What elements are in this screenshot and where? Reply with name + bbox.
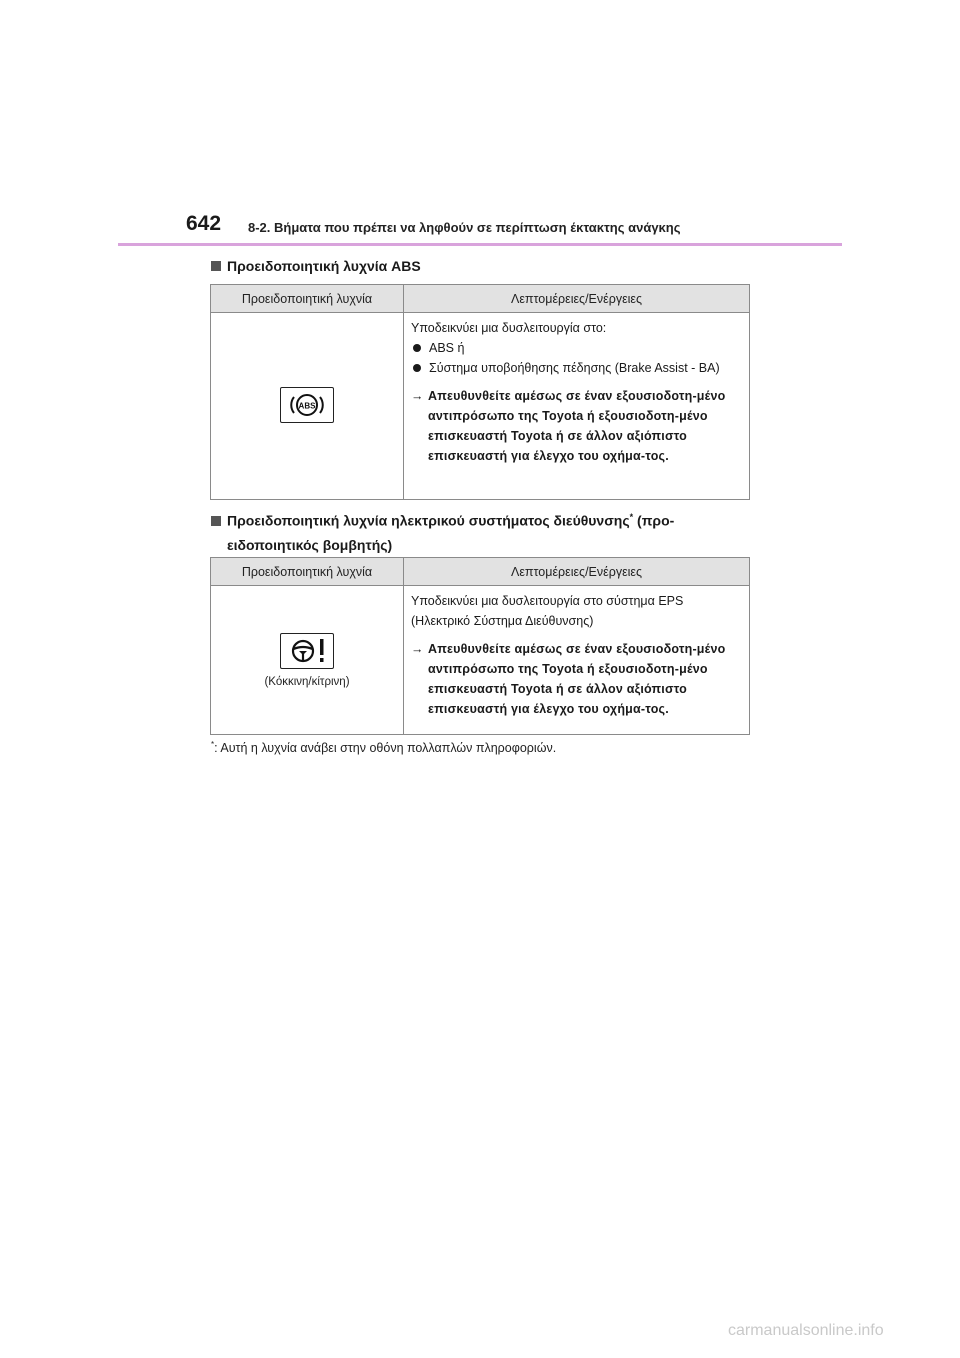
table-row xyxy=(211,586,750,735)
running-head: 8-2. Βήματα που πρέπει να ληφθούν σε περίπτωση έκτακτης ανάγκης xyxy=(248,220,681,235)
details-cell xyxy=(404,313,750,500)
table-header-row xyxy=(211,285,750,313)
details-cell xyxy=(404,586,750,735)
column-header-light: Προειδοποιητική λυχνία xyxy=(211,285,404,313)
steering-warning-icon xyxy=(280,633,334,669)
eps-warning-table xyxy=(210,557,750,735)
footnote-mark: * xyxy=(629,512,634,522)
details-intro: Υποδεικνύει μια δυσλειτουργία στο: xyxy=(411,321,607,335)
table-header-row xyxy=(211,558,750,586)
column-header-details: Λεπτομέρειες/Ενέργειες xyxy=(404,558,750,586)
details-intro: Υποδεικνύει μια δυσλειτουργία στο σύστημα EPS (Ηλεκτρικό Σύστημα Διεύθυνσης) xyxy=(411,594,684,628)
arrow-icon: → xyxy=(411,642,424,656)
list-item: ABS ή xyxy=(411,338,741,358)
list-item: Σύστημα υποβοήθησης πέδησης (Brake Assist - BA) xyxy=(411,358,741,378)
icon-cell xyxy=(211,313,404,500)
page-number: 642 xyxy=(186,212,222,235)
section-title-abs: Προειδοποιητική λυχνία ABS xyxy=(211,254,421,278)
square-bullet-icon xyxy=(211,516,221,526)
arrow-icon: → xyxy=(411,389,424,403)
square-bullet-icon xyxy=(211,261,221,271)
footnote-mark: * xyxy=(211,740,215,749)
column-header-light: Προειδοποιητική λυχνία xyxy=(211,558,404,586)
icon-cell xyxy=(211,586,404,735)
action-text: → Απευθυνθείτε αμέσως σε έναν εξουσιοδοτη-μένο αντιπρόσωπο της Toyota ή εξουσιοδοτη-μένο επισκευαστή Toyota ή σε άλλον αξιόπιστο επισκευαστή για έλεγχο του οχήμα-τος. xyxy=(411,386,741,466)
header-rule xyxy=(118,243,842,246)
section-title-eps: Προειδοποιητική λυχνία ηλεκτρικού συστήματος διεύθυνσης* (προ- ειδοποιητικός βομβητής) xyxy=(211,505,751,557)
abs-warning-icon xyxy=(280,387,334,423)
abs-warning-table xyxy=(210,284,750,500)
footnote: *: Αυτή η λυχνία ανάβει στην οθόνη πολλαπλών πληροφοριών. xyxy=(211,740,557,756)
icon-caption: (Κόκκινη/κίτρινη) xyxy=(264,675,350,688)
action-text: → Απευθυνθείτε αμέσως σε έναν εξουσιοδοτη-μένο αντιπρόσωπο της Toyota ή εξουσιοδοτη-μένο επισκευαστή Toyota ή σε άλλον αξιόπιστο επισκευαστή για έλεγχο του οχήμα-τος. xyxy=(411,639,741,719)
column-header-details: Λεπτομέρειες/Ενέργειες xyxy=(404,285,750,313)
abs-icon-label: ABS xyxy=(298,401,316,410)
table-row xyxy=(211,313,750,500)
watermark: carmanualsonline.info xyxy=(728,1322,884,1339)
